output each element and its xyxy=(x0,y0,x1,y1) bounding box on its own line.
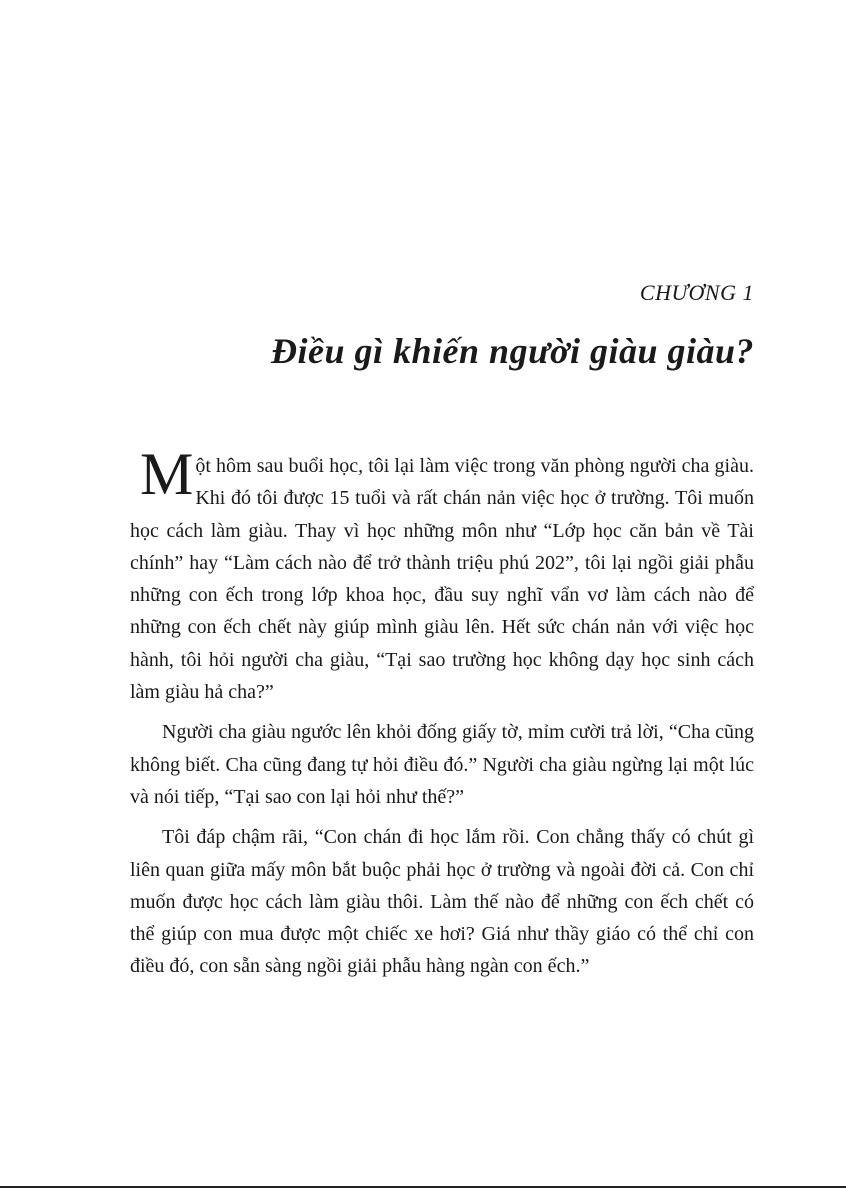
chapter-label: CHƯƠNG 1 xyxy=(639,280,754,305)
paragraph-1-text: ột hôm sau buổi học, tôi lại làm việc trong văn phòng người cha giàu. Khi đó tôi được 15 tuổi và rất chán nản việc học ở trường. Tôi muốn học cách làm giàu. Thay vì học những môn như “Lớp học căn bản về Tài chính” hay “Làm cách nào để trở thành triệu phú 202”, tôi lại ngồi giải phẫu những con ếch trong lớp khoa học, đầu suy nghĩ vẩn vơ làm cách nào để những con ếch chết này giúp mình giàu lên. Hết sức chán nản với việc học hành, tôi hỏi người cha giàu, “Tại sao trường học không dạy học sinh cách làm giàu hả cha?” xyxy=(130,455,754,704)
chapter-title: Điều gì khiến người giàu giàu? xyxy=(271,331,754,371)
bottom-rule xyxy=(0,1186,846,1188)
paragraph-2: Người cha giàu ngước lên khỏi đống giấy tờ, mỉm cười trả lời, “Cha cũng không biết. Cha cũng đang tự hỏi điều đó.” Người cha giàu ngừng lại một lúc và nói tiếp, “Tại sao con lại hỏi như thế?” xyxy=(130,721,754,808)
drop-cap: M xyxy=(140,441,194,507)
paragraph-1 xyxy=(130,441,754,708)
paragraph-3: Tôi đáp chậm rãi, “Con chán đi học lắm rồi. Con chẳng thấy có chút gì liên quan giữa mấy môn bắt buộc phải học ở trường và ngoài đời cả. Con chỉ muốn được học cách làm giàu thôi. Làm thế nào để những con ếch chết có thể giúp con mua được một chiếc xe hơi? Giá như thầy giáo có thể chỉ con điều đó, con sẵn sàng ngồi giải phẫu hàng ngàn con ếch.” xyxy=(130,826,754,978)
body-text xyxy=(130,441,754,991)
